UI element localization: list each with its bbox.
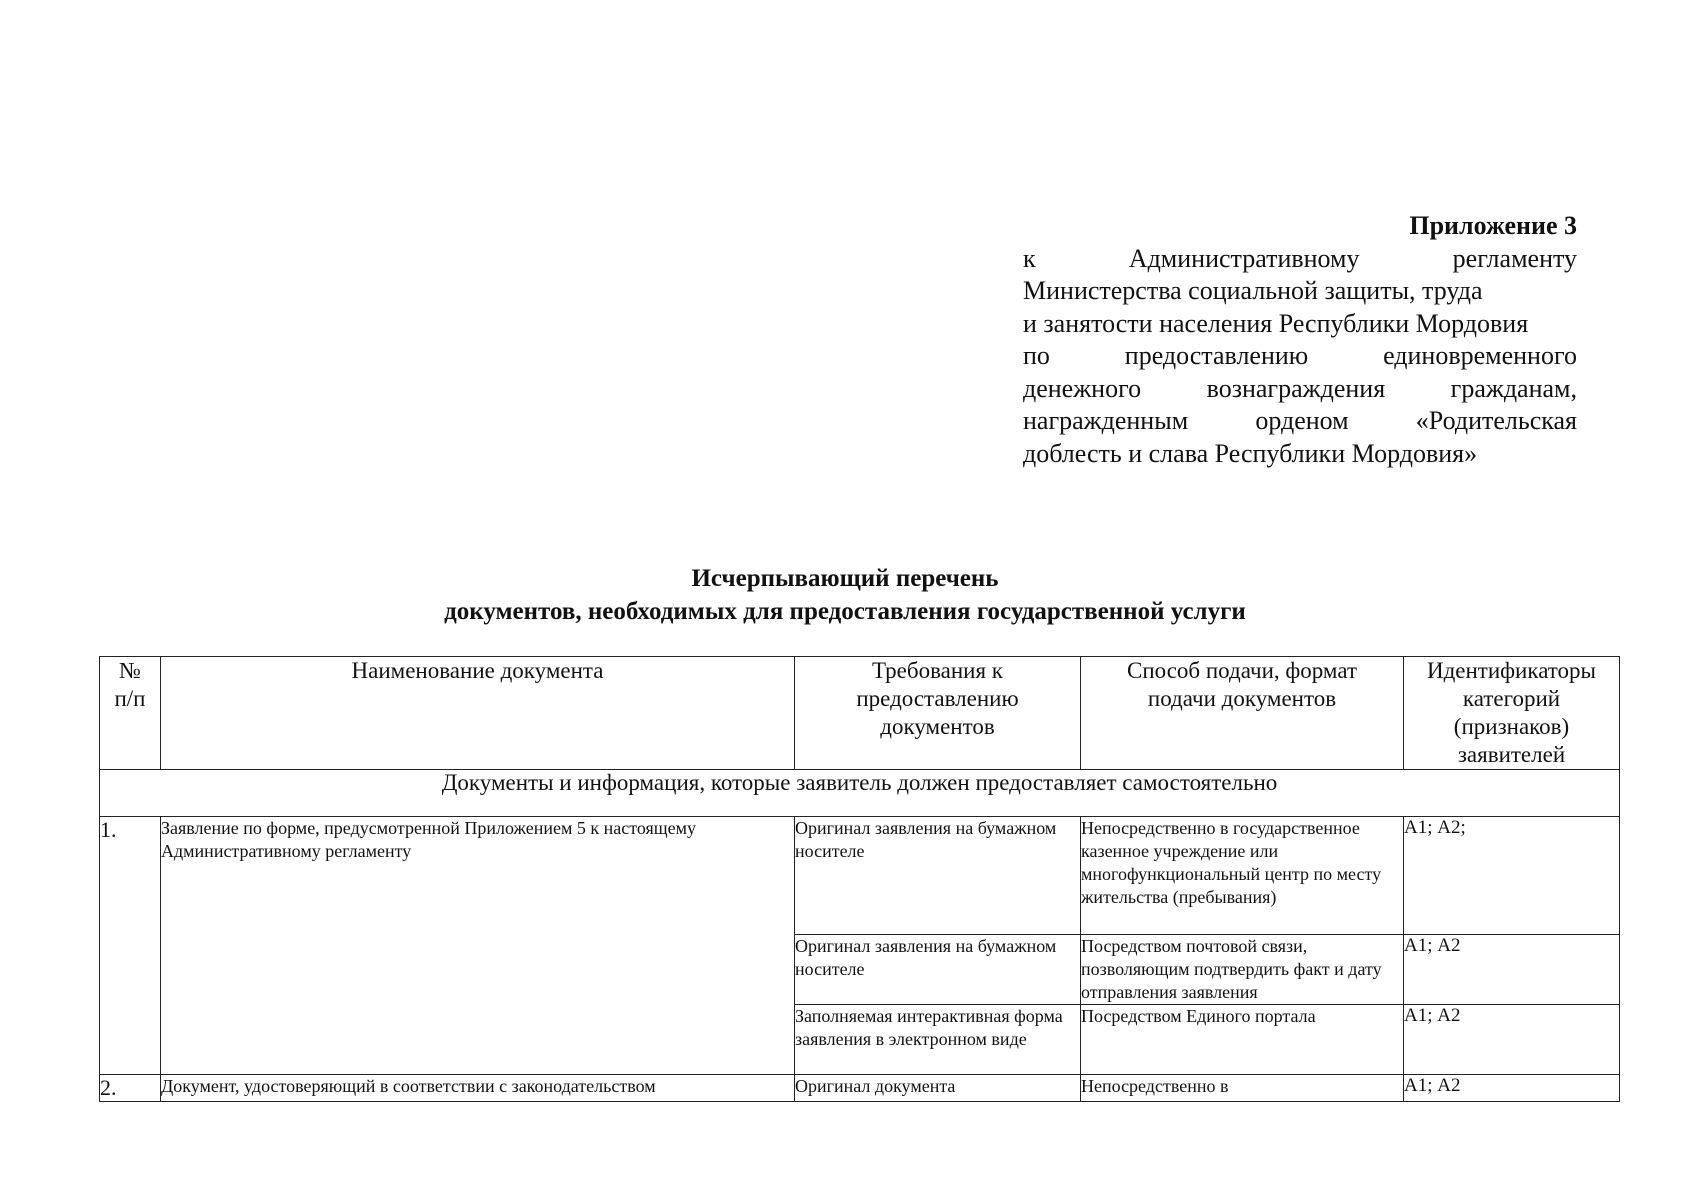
ids-cell: А1; А2 <box>1404 1075 1620 1102</box>
appendix-line: Министерства социальной защиты, труда <box>1023 276 1483 305</box>
heading-line-1: Исчерпывающий перечень <box>691 565 999 592</box>
appendix-title: Приложение 3 <box>1409 211 1577 240</box>
appendix-line: к Административному регламенту <box>1023 243 1577 273</box>
header-document-name: Наименование документа <box>161 657 795 770</box>
appendix-block <box>1023 210 1577 470</box>
table-row <box>100 817 1620 935</box>
header-requirements: Требования к предоставлению документов <box>795 657 1081 770</box>
method-cell: Непосредственно в государственное казенное учреждение или многофункциональный центр по месту жительства (пребывания) <box>1081 817 1404 935</box>
row-number: 2. <box>100 1075 161 1102</box>
appendix-line: награжденным орденом «Родительская <box>1023 406 1577 435</box>
appendix-line: и занятости населения Республики Мордовия <box>1023 308 1529 338</box>
document-name: Документ, удостоверяющий в соответствии с законодательством <box>161 1075 795 1102</box>
method-cell: Посредством почтовой связи, позволяющим подтвердить факт и дату отправления заявления <box>1081 935 1404 1005</box>
ids-cell: А1; А2 <box>1404 1005 1620 1075</box>
header-number <box>100 657 161 770</box>
heading-line-2: документов, необходимых для предоставления государственной услуги <box>444 598 1246 625</box>
document-heading <box>100 562 1590 628</box>
documents-table <box>99 656 1620 1102</box>
section-title: Документы и информация, которые заявитель должен предоставляет самостоятельно <box>100 770 1620 817</box>
header-number-abbr: п/п <box>114 686 146 711</box>
ids-cell: А1; А2; <box>1404 817 1620 935</box>
method-cell: Посредством Единого портала <box>1081 1005 1404 1075</box>
table-row <box>100 1075 1620 1102</box>
method-cell: Непосредственно в <box>1081 1075 1404 1102</box>
row-number: 1. <box>100 817 161 1075</box>
appendix-line: по предоставлению единовременного <box>1023 341 1577 370</box>
ids-cell: А1; А2 <box>1404 935 1620 1005</box>
document-name: Заявление по форме, предусмотренной Приложением 5 к настоящему Административному регламенту <box>161 817 795 1075</box>
appendix-line: денежного вознаграждения гражданам, <box>1023 373 1577 403</box>
header-applicant-ids: Идентификаторы категорий (признаков) заявителей <box>1404 657 1620 770</box>
requirement-cell: Оригинал заявления на бумажном носителе <box>795 935 1081 1005</box>
header-number-symbol: № <box>119 658 141 683</box>
requirement-cell: Заполняемая интерактивная форма заявления в электронном виде <box>795 1005 1081 1075</box>
requirement-cell: Оригинал документа <box>795 1075 1081 1102</box>
section-row <box>100 770 1620 817</box>
appendix-line: доблесть и слава Республики Мордовия» <box>1023 438 1478 468</box>
requirement-cell: Оригинал заявления на бумажном носителе <box>795 817 1081 935</box>
header-row <box>100 657 1620 770</box>
header-submission-method: Способ подачи, формат подачи документов <box>1081 657 1404 770</box>
